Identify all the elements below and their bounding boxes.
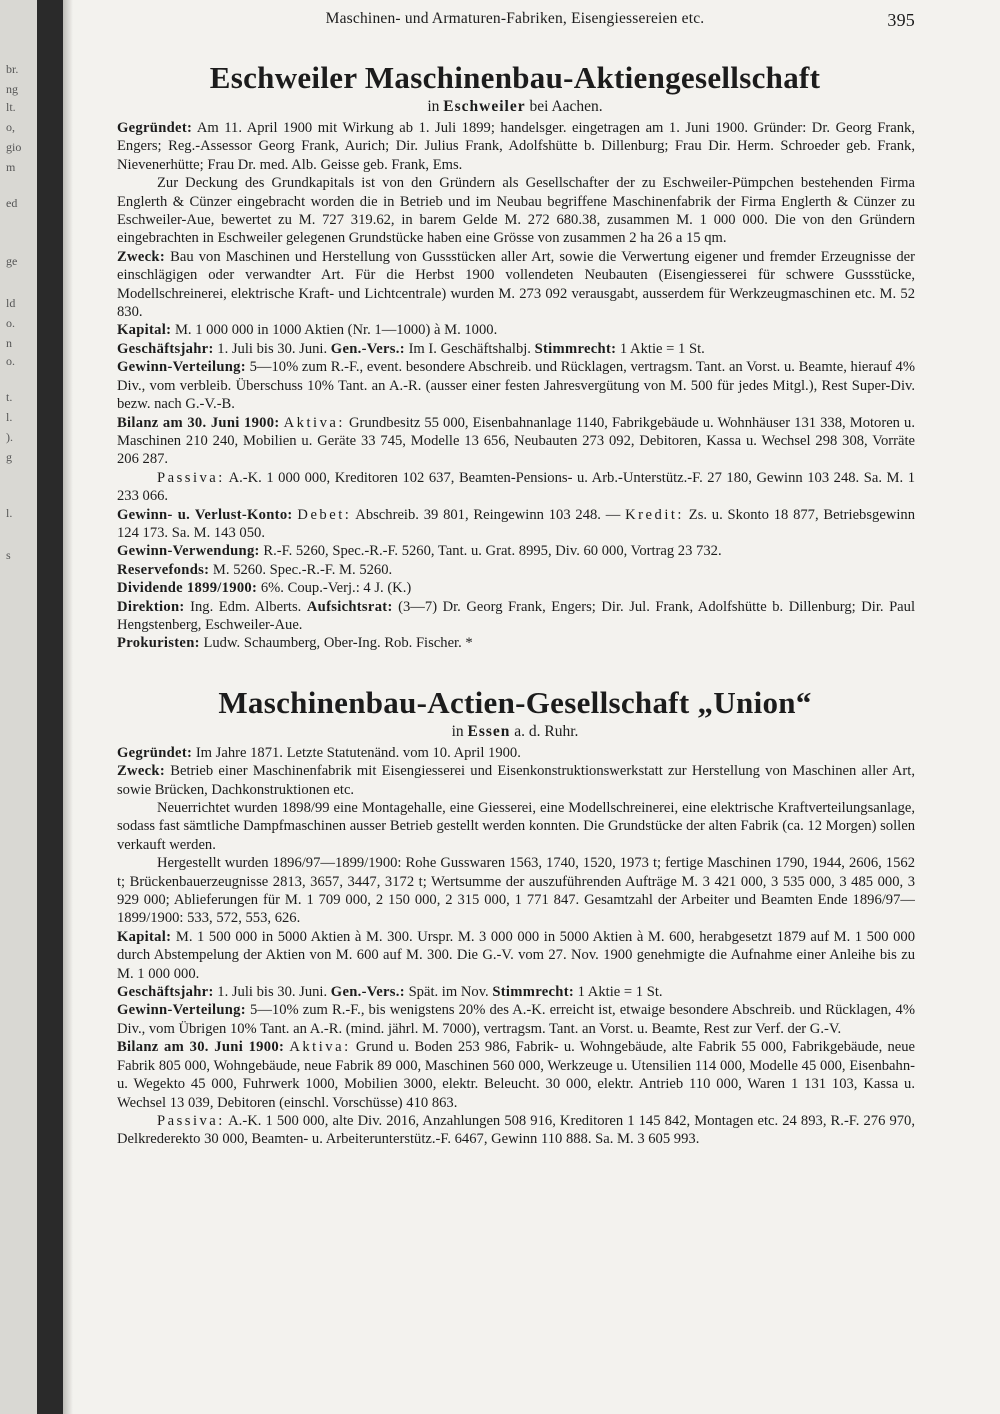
entry-label: Kapital: — [117, 322, 172, 339]
edge-fragment: lt. — [6, 100, 16, 114]
aktiva-label: Aktiva: — [289, 1039, 351, 1056]
entry-text: Bau von Maschinen und Herstellung von Gussstücken aller Art, sowie die Verwertung eigener und fremder Erzeugnisse der einschlägigen oder verwandter Art. Für die Herbst 1900 vollendeten Neubauten (Eisengiesserei für schwere Gussstücke, Modellschreinerei, elektrische Kraft- und Lichtcentrale) wurden M. 273 092 verausgabt, ausserdem für Werkzeugmaschinen etc. M. 52 830. — [117, 248, 915, 321]
entry-label: Gegründet: — [117, 744, 193, 761]
entry-label: Stimmrecht: — [534, 340, 617, 357]
location-suffix: a. d. Ruhr. — [514, 722, 579, 740]
edge-fragment: ). — [6, 430, 13, 444]
page — [115, 10, 915, 1405]
entry-text: Grund u. Boden 253 986, Fabrik- u. Wohngebäude, alte Fabrik 55 000, Fabrikgebäude, neue Fabrik 805 000, Wohngebäude, neue Fabrik 89 000, Maschinen 560 000, Werkzeuge u. Utensilien 114 000, Modelle 45 000, Eisenbahn- u. Wegekto 45 000, Fuhrwerk 1000, Mobilien 3000, elektr. Beleucht. 30 000, elektr. Antrieb 110 000, Waren 1 131 103, Kassa u. Wechsel 13 039, Debitoren (einschl. Vorschüsse) 410 863. — [117, 1039, 915, 1111]
location-prefix: in — [427, 98, 440, 115]
entry-text: Am 11. April 1900 mit Wirkung ab 1. Juli 1899; handelsger. eingetragen am 1. Juni 1900. Gründer: Dr. Georg Frank, Engers; Reg.-Assessor Georg Frank, Aurich; Dir. Julius Frank, Adolfshütte b. Dillenburg; Frau Dir. Herm. Schroeder geb. Frank, Nievenerhütte; Frau Dr. med. Alb. Geisse geb. Frank, Ems. — [117, 120, 915, 173]
entry-label: Stimmrecht: — [492, 984, 575, 1001]
entry-label: Bilanz am 30. Juni 1900: — [117, 414, 280, 431]
entry-deckung: Zur Deckung des Grundkapitals ist von den Gründern als Gesellschafter der zu Eschweiler-Pümpchen bestehenden Firma Englerth & Cünzer eingebracht worden die in Betrieb und im Neubau begriffene Maschinenfabrik der Firma Englerth & Cünzer zu Eschweiler-Aue, bewertet zu M. 727 319.62, in barem Gelde M. 272 680.38, zusammen M. 1 000 000. Die von den Gründern eingebrachten in Eschweiler gelegenen Grundstücke haben eine Grösse von zusammen 2 ha 26 a 15 qm. — [117, 175, 915, 247]
entry-gegruendet — [115, 744, 915, 762]
entry-label: Gewinn-Verwendung: — [117, 543, 260, 560]
entry-text: A.-K. 1 000 000, Kreditoren 102 637, Beamten-Pensions- u. Arb.-Unterstütz.-F. 27 180, Gewinn 103 248. Sa. M. 1 233 066. — [117, 469, 915, 505]
entry-hergestellt: Hergestellt wurden 1896/97—1899/1900: Rohe Gusswaren 1563, 1740, 1520, 1973 t; fertige Maschinen 1790, 1944, 2606, 1562 t; Brückenbauerzeugnisse 2813, 3657, 3447, 3172 t; Wertsumme der auszuführenden Aufträge M. 3 421 000, 3 535 000, 3 485 000, 3 929 000; Ablieferungen für M. 1 709 000, 2 150 000, 2 315 000, 1 771 847. Gesamtzahl der Arbeiter und Beamten Ende 1896/97—1899/1900: 533, 572, 553, 626. — [117, 855, 915, 927]
edge-fragment: o. — [6, 354, 15, 368]
running-header-text: Maschinen- und Armaturen-Fabriken, Eisengiessereien etc. — [325, 10, 705, 27]
company-title: Maschinenbau-Actien-Gesellschaft „Union“ — [218, 684, 812, 720]
running-header — [115, 10, 915, 36]
entry-label: Geschäftsjahr: — [117, 984, 214, 1001]
entry-text: 1. Juli bis 30. Juni. — [217, 984, 328, 1001]
edge-fragment: s — [6, 548, 11, 562]
entry-text: R.-F. 5260, Spec.-R.-F. 5260, Tant. u. Grat. 8995, Div. 60 000, Vortrag 23 732. — [263, 543, 722, 560]
entry-text: Ludw. Schaumberg, Ober-Ing. Rob. Fischer. * — [203, 635, 473, 652]
entry-label: Aufsichtsrat: — [306, 598, 393, 615]
passiva-label: Passiva: — [157, 469, 225, 486]
entry-text: A.-K. 1 500 000, alte Div. 2016, Anzahlungen 508 916, Kreditoren 1 145 842, Montagen etc. 24 893, R.-F. 276 970, Delkrederekto 30 000, Beamten- u. Arbeiterunterstütz.-F. 6467, Gewinn 110 888. Sa. M. 3 605 993. — [117, 1112, 915, 1148]
edge-fragment: br. — [6, 62, 19, 76]
location-prefix: in — [451, 722, 464, 740]
company-location — [115, 98, 915, 116]
company-location — [115, 723, 915, 741]
entry-zweck — [115, 248, 915, 322]
entry-gewinn-verteilung — [115, 358, 915, 413]
debet-label: Debet: — [297, 506, 352, 523]
company-city: Essen — [467, 722, 511, 740]
edge-fragment: ld — [6, 296, 16, 310]
passiva-label: Passiva: — [157, 1112, 225, 1129]
entry-label: Dividende 1899/1900: — [117, 580, 258, 597]
entry-label: Kapital: — [117, 928, 172, 945]
book-gutter — [37, 0, 63, 1414]
entry-label: Gen.-Vers.: — [330, 984, 405, 1001]
entry-label: Zweck: — [117, 763, 166, 780]
entry-text: M. 1 000 000 in 1000 Aktien (Nr. 1—1000) à M. 1000. — [174, 322, 498, 339]
entry-bilanz — [115, 414, 915, 469]
entry-geschaeftsjahr — [115, 983, 915, 1001]
entry-label: Gegründet: — [117, 120, 193, 136]
edge-fragment: o, — [6, 120, 15, 134]
entry-dividende — [115, 579, 915, 597]
company-city: Eschweiler — [443, 98, 526, 115]
entry-text: M. 5260. Spec.-R.-F. M. 5260. — [212, 561, 393, 578]
entry-gewinn-verwendung — [115, 542, 915, 560]
entry-passiva — [115, 469, 915, 506]
gutter-shadow — [63, 0, 73, 1414]
entry-kapital — [115, 928, 915, 983]
entry-gewinn-verteilung — [115, 1001, 915, 1038]
entry-bilanz — [115, 1038, 915, 1112]
entry-kapital — [115, 321, 915, 339]
entry-text: Im Jahre 1871. Letzte Statutenänd. vom 10. April 1900. — [195, 744, 521, 761]
edge-fragment: l. — [6, 506, 13, 520]
entry-label: Prokuristen: — [117, 635, 200, 652]
entry-gegruendet — [115, 119, 915, 174]
entry-text: (3—7) Dr. Georg Frank, Engers; Dir. Jul. Frank, Adolfshütte b. Dillenburg; Dir. Paul Hengstenberg, Eschweiler-Aue. — [117, 598, 915, 633]
entry-label: Gewinn- u. Verlust-Konto: — [117, 506, 293, 523]
entry-text: Ing. Edm. Alberts. — [190, 598, 302, 615]
edge-fragment: l. — [6, 410, 13, 424]
entry-label: Geschäftsjahr: — [117, 340, 214, 357]
aktiva-label: Aktiva: — [283, 414, 345, 431]
entry-text: 5—10% zum R.-F., event. besondere Abschreib. und Rücklagen, vertragsm. Tant. an Vorst. u. Beamte, hierauf 4% Div., vom verbleib. Überschuss 10% Tant. an A.-R. (ausser einer festen Jahresvergütung von M. 500 für jedes Mitgl.), Rest Super-Div. bezw. nach G.-V.-B. — [117, 359, 915, 413]
entry-text: Betrieb einer Maschinenfabrik mit Eisengiesserei und Eisenkonstruktionswerkstatt zur Herstellung von Maschinen aller Art, sowie Brücken, Dachkonstruktionen etc. — [117, 763, 915, 798]
edge-fragment: ng — [6, 82, 18, 96]
entry-text: 1 Aktie = 1 St. — [619, 340, 705, 357]
edge-fragment: ge — [6, 254, 18, 268]
entry-label: Direktion: — [117, 598, 185, 615]
page-number: 395 — [887, 10, 915, 30]
entry-label: Zweck: — [117, 248, 166, 265]
edge-fragment: gio — [6, 140, 22, 154]
entry-direktion — [115, 598, 915, 635]
edge-fragment: ed — [6, 196, 18, 210]
company-title: Eschweiler Maschinenbau-Aktiengesellschaft — [209, 60, 821, 95]
location-suffix: bei Aachen. — [529, 98, 603, 115]
adjacent-page-fragments — [0, 0, 37, 1414]
entry-gewinn-verlust — [115, 506, 915, 543]
entry-text: 1 Aktie = 1 St. — [577, 984, 663, 1001]
entry-text: 1. Juli bis 30. Juni. — [217, 340, 328, 357]
entry-text: 5—10% zum R.-F., bis wenigstens 20% des A.-K. erreicht ist, etwaige besondere Abschreib. und Rücklagen, 4% Div., vom Übrigen 10% Tant. an A.-R. (mind. jährl. M. 7000), vertragsm. Tant. an Vorst. u. Beamte, Rest zur Verf. der G.-V. — [117, 1002, 915, 1037]
entry-neuerrichtet: Neuerrichtet wurden 1898/99 eine Montagehalle, eine Giesserei, eine Modellschreinerei, eine elektrische Kraftverteilungsanlage, sodass fast sämtliche Dampfmaschinen ausser Betrieb gestellt werden konnten. Die Grundstücke der alten Fabrik (ca. 12 Morgen) sollen verkauft werden. — [117, 800, 915, 853]
edge-fragment: n — [6, 336, 12, 350]
entry-zweck — [115, 762, 915, 799]
edge-fragment: o. — [6, 316, 15, 330]
entry-passiva — [115, 1112, 915, 1149]
edge-fragment: g — [6, 450, 12, 464]
edge-fragment: t. — [6, 390, 13, 404]
entry-text: 6%. Coup.-Verj.: 4 J. (K.) — [260, 580, 412, 597]
entry-label: Bilanz am 30. Juni 1900: — [117, 1039, 285, 1056]
edge-fragment: m — [6, 160, 16, 174]
entry-reservefonds — [115, 561, 915, 579]
entry-label: Gewinn-Verteilung: — [117, 359, 246, 376]
entry-prokuristen — [115, 634, 915, 652]
entry-label: Gewinn-Verteilung: — [117, 1002, 246, 1019]
entry-text: Grundbesitz 55 000, Eisenbahnanlage 1140, Fabrikgebäude u. Wohnhäuser 131 338, Motoren u. Maschinen 210 240, Mobilien u. Geräte 33 745, Modelle 13 656, Neubauten 273 092, Debitoren, Kassa u. Wechsel 298 308, Vorräte 206 287. — [117, 414, 915, 468]
entry-text: Abschreib. 39 801, Reingewinn 103 248. — — [355, 506, 621, 523]
entry-geschaeftsjahr — [115, 340, 915, 358]
entry-text: M. 1 500 000 in 5000 Aktien à M. 300. Urspr. M. 3 000 000 in 5000 Aktien à M. 600, herabgesetzt 1879 auf M. 1 500 000 durch Abstempelung der Aktien von M. 600 auf M. 300. Die G.-V. vom 27. Nov. 1900 genehmigte die Aufnahme einer Anleihe bis zu M. 1 000 000. — [117, 928, 915, 982]
entry-text: Im I. Geschäftshalbj. — [408, 340, 531, 357]
kredit-label: Kredit: — [625, 506, 684, 523]
entry-text: Zs. u. Skonto 18 877, Betriebsgewinn 124 173. Sa. M. 143 050. — [117, 506, 915, 541]
entry-text: Spät. im Nov. — [408, 984, 489, 1001]
entry-label: Gen.-Vers.: — [330, 340, 405, 357]
entry-label: Reservefonds: — [117, 561, 210, 578]
